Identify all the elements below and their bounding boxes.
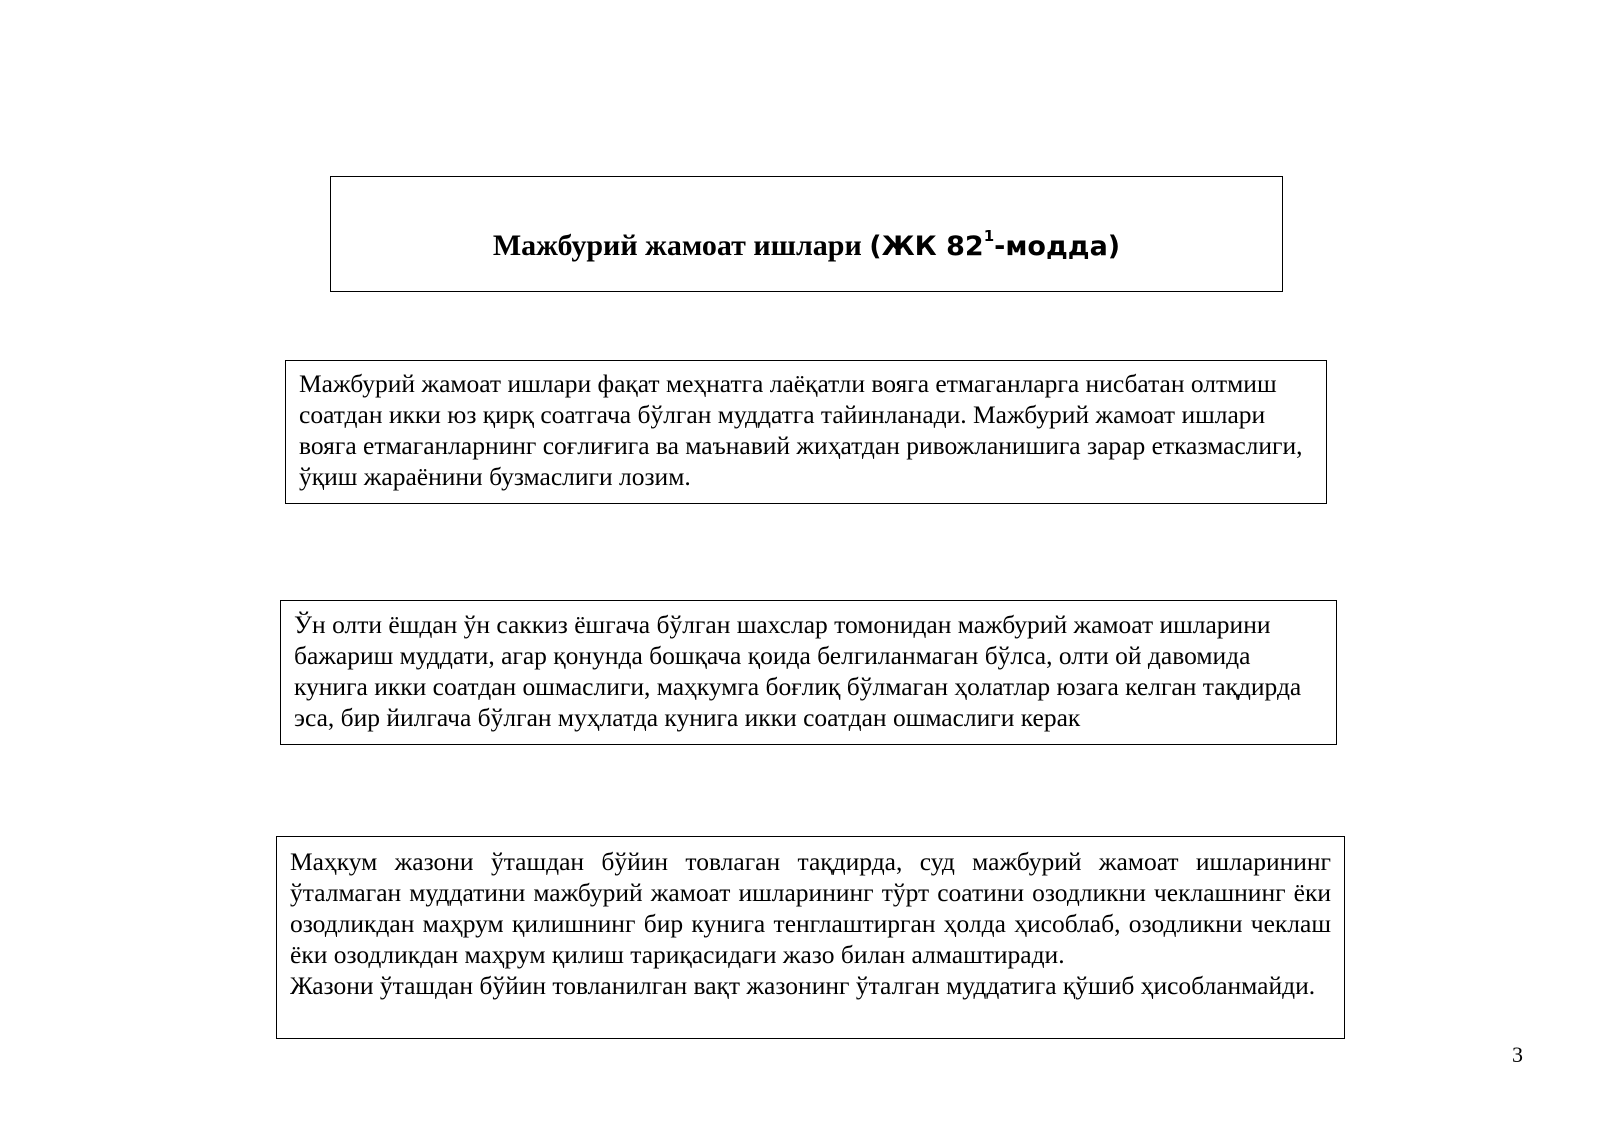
info-box-text: Мажбурий жамоат ишлари фақат меҳнатга лаёқатли вояга етмаганларга нисбатан олтмиш соатдан икки юз қирқ соатгача бўлган муддатга тайинланади. Мажбурий жамоат ишлари вояга етмаганларнинг соғлиғига ва маънавий жиҳатдан ривожланишига зарар етказмаслиги, ўқиш жараёнини бузмаслиги лозим. [299, 369, 1303, 491]
info-box-paragraph: Жазони ўташдан бўйин товланилган вақт жазонинг ўталган муддатига қўшиб ҳисобланмайди. [290, 971, 1316, 1000]
title-article-superscript: 1 [983, 227, 995, 245]
title-main-text: Мажбурий жамоат ишлари [492, 229, 870, 262]
info-box-evasion [276, 836, 1345, 1039]
info-box-daily-limit [280, 600, 1337, 745]
page-number: 3 [1512, 1042, 1523, 1067]
title-box [330, 176, 1283, 292]
title-article-prefix: (ЖК 82 [869, 231, 984, 262]
info-box-age-duration [285, 360, 1327, 504]
page-title [493, 229, 1120, 263]
info-box-paragraph: Маҳкум жазони ўташдан бўйин товлаган тақдирда, суд мажбурий жамоат ишларининг ўталмаган муддатини мажбурий жамоат ишларининг тўрт соатини озодликни чеклашнинг ёки озодликдан маҳрум қилишнинг бир кунига тенглаштирган ҳолда ҳисоблаб, озодликни чеклаш ёки озодликдан маҳрум қилиш тариқасидаги жазо билан алмаштиради. [290, 847, 1331, 969]
title-article-suffix: -модда) [994, 231, 1121, 262]
title-article-ref [869, 227, 1121, 262]
info-box-text: Ўн олти ёшдан ўн саккиз ёшгача бўлган шахслар томонидан мажбурий жамоат ишларини бажариш муддати, агар қонунда бошқача қоида белгиланмаган бўлса, олти ой давомида кунига икки соатдан ошмаслиги, маҳкумга боғлиқ бўлмаган ҳолатлар юзага келган тақдирда эса, бир йилгача бўлган муҳлатда кунига икки соатдан ошмаслиги керак [294, 610, 1302, 732]
